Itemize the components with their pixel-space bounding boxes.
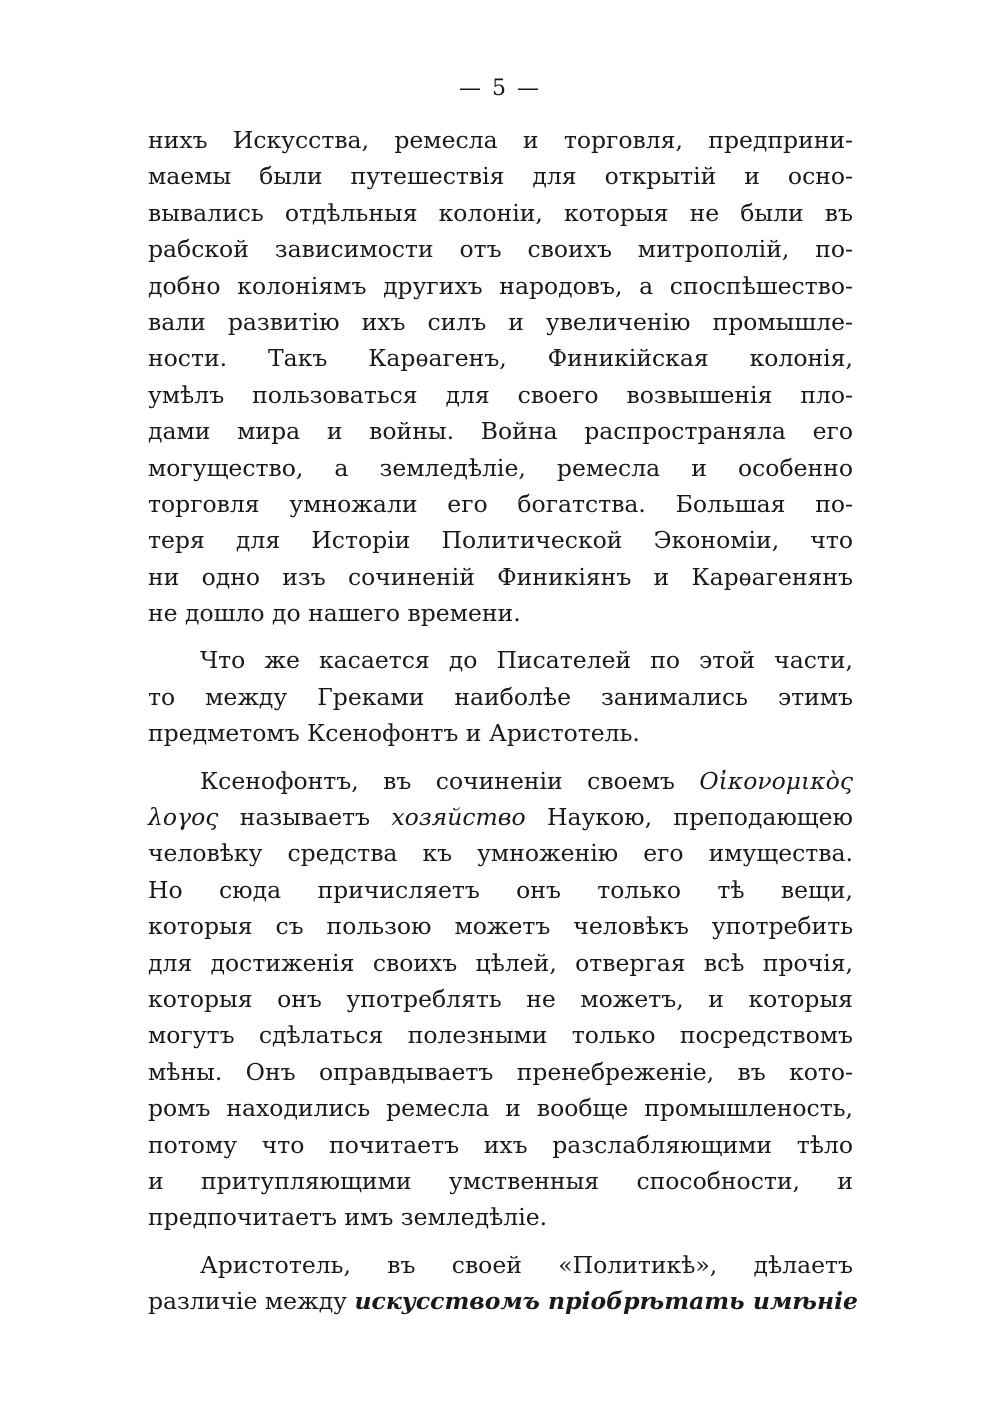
text-line: теря для Исторіи Политической Экономіи, что <box>148 526 853 555</box>
text-line <box>148 1283 858 1319</box>
text-line: умѣлъ пользоваться для своего возвышенія пло- <box>148 380 853 409</box>
text-line: могущество, а земледѣліе, ремесла и особенно <box>148 453 853 482</box>
text-line: ни одно изъ сочиненій Финикіянъ и Карѳагенянъ <box>148 562 853 591</box>
text-line: то между Греками наиболѣе занимались этимъ <box>148 682 853 711</box>
text-run: различіе между <box>148 1287 355 1316</box>
paragraph-gap <box>148 752 853 763</box>
text-line: которыя съ пользою можетъ человѣкъ употребить <box>148 912 853 941</box>
greek-title: λογος <box>148 803 219 832</box>
emphasis-term: искусствомъ пріобрѣтать имѣніе <box>354 1287 858 1316</box>
text-line: дами мира и войны. Война распространяла его <box>148 417 853 446</box>
paragraph-1 <box>148 122 853 631</box>
body-text <box>148 122 858 1320</box>
text-line: мѣны. Онъ оправдываетъ пренебреженіе, въ кото- <box>148 1057 853 1086</box>
text-line: Что же касается до Писателей по этой части, <box>200 646 853 675</box>
greek-title: Οἰκονομικὸς <box>699 766 853 795</box>
text-line: и притупляющими умственныя способности, и <box>148 1166 853 1195</box>
text-line: предпочитаетъ имъ земледѣліе. <box>148 1203 548 1232</box>
text-line: не дошло до нашего времени. <box>148 599 521 628</box>
text-line: для достиженія своихъ цѣлей, отвергая всѣ прочія, <box>148 948 853 977</box>
text-line: предметомъ Ксенофонтъ и Аристотель. <box>148 719 640 748</box>
text-line: торговля умножали его богатства. Большая по- <box>148 489 853 518</box>
text-line: ности. Такъ Карѳагенъ, Финикійская колонія, <box>148 344 853 373</box>
text-run: называетъ <box>218 803 392 832</box>
text-line: которыя онъ употреблять не можетъ, и которыя <box>148 984 853 1013</box>
text-line <box>148 799 853 835</box>
emphasis-term: хозяйство <box>391 803 526 832</box>
text-line: могутъ сдѣлаться полезными только посредствомъ <box>148 1021 853 1050</box>
text-line: вали развитію ихъ силъ и увеличенію промышле- <box>148 307 853 336</box>
text-line: потому что почитаетъ ихъ разслабляющими тѣло <box>148 1130 853 1159</box>
text-line: человѣку средства къ умноженію его имущества. <box>148 839 853 868</box>
text-line: добно колоніямъ другихъ народовъ, а споспѣшество- <box>148 271 853 300</box>
page-number: — 5 — <box>459 76 541 101</box>
text-line: маемы были путешествія для открытій и осно- <box>148 162 853 191</box>
text-line: Но сюда причисляетъ онъ только тѣ вещи, <box>148 875 853 904</box>
text-line <box>148 763 853 799</box>
text-run: Ксенофонтъ, въ сочиненіи своемъ <box>200 766 700 795</box>
paragraph-gap <box>148 631 853 642</box>
paragraph-2 <box>148 642 853 751</box>
text-run: Наукою, преподающею <box>525 803 853 832</box>
paragraph-gap <box>148 1236 853 1247</box>
text-line: Аристотель, въ своей «Политикѣ», дѣлаетъ <box>200 1250 853 1279</box>
text-line: ромъ находились ремесла и вообще промышленость, <box>148 1094 853 1123</box>
text-line: рабской зависимости отъ своихъ митрополій, по- <box>148 235 853 264</box>
text-line: нихъ Искусства, ремесла и торговля, предприни- <box>148 126 853 154</box>
paragraph-3 <box>148 763 853 1236</box>
text-line: вывались отдѣльныя колоніи, которыя не были въ <box>148 198 853 227</box>
paragraph-4 <box>148 1247 858 1320</box>
